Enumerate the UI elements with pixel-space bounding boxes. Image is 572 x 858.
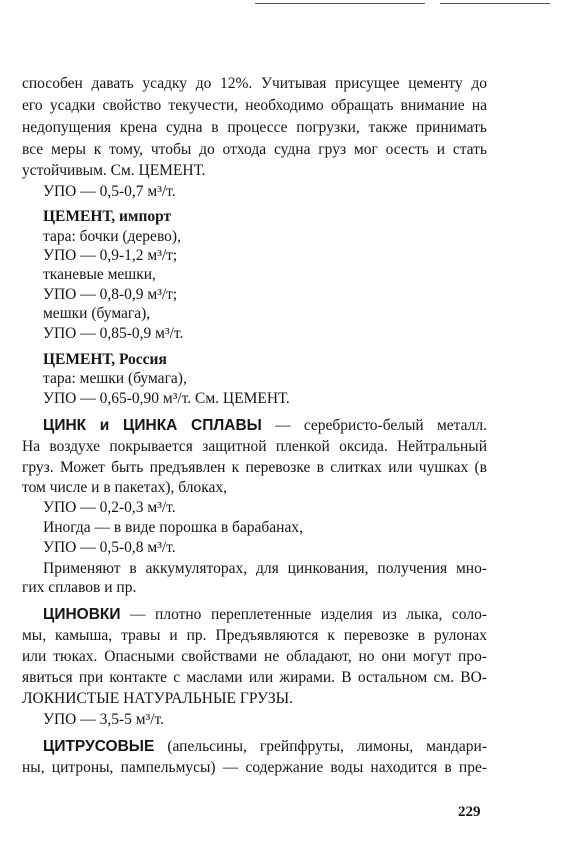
text-line: гих сплавов и пр. — [22, 579, 137, 596]
entry-heading: ЦИНК и ЦИНКА СПЛАВЫ — [43, 417, 262, 434]
text-line: груз. Может быть предъявлен к перевозке в слитках или чушках (в — [22, 459, 487, 476]
text-line: На воздухе покрывается защитной пленкой оксида. Нейтральный — [22, 438, 487, 455]
entry-heading: ЦЕМЕНТ, Россия — [43, 351, 167, 368]
upo-line: УПО — 3,5-5 м³/т. — [43, 711, 165, 728]
upo-line: УПО — 0,2-0,3 м³/т. — [43, 499, 176, 516]
text-line: Иногда — в виде порошка в барабанах, — [43, 519, 303, 536]
text-line: явиться при контакте с маслами или жирами. В остальном см. ВО- — [22, 669, 487, 686]
text-line: его усадки свойство текучести, необходимо обращать внимание на — [22, 97, 487, 114]
upo-line: УПО — 0,65-0,90 м³/т. См. ЦЕМЕНТ. — [43, 390, 290, 407]
text-line: мы, камыша, травы и пр. Предъявляются к перевозке в рулонах — [22, 627, 487, 644]
text-span: — серебристо-белый металл. — [261, 417, 487, 434]
text-line: Применяют в аккумуляторах, для цинкования, получения мно- — [43, 560, 487, 577]
text-line: тара: мешки (бумага), — [43, 370, 187, 387]
upo-line: УПО — 0,8-0,9 м³/т; — [43, 286, 178, 303]
top-rule-right — [440, 3, 550, 4]
upo-line: УПО — 0,85-0,9 м³/т. — [43, 325, 184, 342]
text-span: — плотно переплетенные изделия из лыка, соло- — [120, 606, 487, 623]
entry-heading: ЦИТРУСОВЫЕ — [43, 738, 155, 755]
upo-line: УПО — 0,5-0,7 м³/т. — [43, 183, 176, 200]
text-line: том числе и в пакетах), блоках, — [22, 479, 228, 496]
text-line: мешки (бумага), — [43, 305, 151, 322]
text-line — [22, 605, 487, 624]
upo-line: УПО — 0,9-1,2 м³/т; — [43, 247, 178, 264]
upo-line: УПО — 0,5-0,8 м³/т. — [43, 539, 176, 556]
text-line: все меры к тому, чтобы до отхода судна груз мог осесть и стать — [22, 141, 487, 158]
text-line: ны, цитроны, пампельмусы) — содержание воды находится в пре- — [22, 759, 487, 776]
text-line — [22, 737, 487, 756]
text-line: ЛОКНИСТЫЕ НАТУРАЛЬНЫЕ ГРУЗЫ. — [22, 690, 293, 707]
text-line: устойчивым. См. ЦЕМЕНТ. — [22, 162, 206, 179]
text-line: недопущения крена судна в процессе погрузки, также принимать — [22, 119, 487, 136]
entry-heading: ЦЕМЕНТ, импорт — [43, 208, 172, 225]
text-line: или тюках. Опасными свойствами не обладают, но они могут про- — [22, 648, 487, 665]
text-line: способен давать усадку до 12%. Учитывая присущее цементу до — [22, 75, 487, 92]
text-line: тара: бочки (дерево), — [43, 228, 181, 245]
text-line: тканевые мешки, — [43, 266, 156, 283]
entry-heading: ЦИНОВКИ — [43, 606, 121, 623]
page-number: 229 — [458, 804, 481, 820]
top-rule-left — [255, 3, 425, 4]
text-span: (апельсины, грейпфруты, лимоны, мандари- — [154, 738, 487, 755]
text-line — [22, 416, 487, 435]
